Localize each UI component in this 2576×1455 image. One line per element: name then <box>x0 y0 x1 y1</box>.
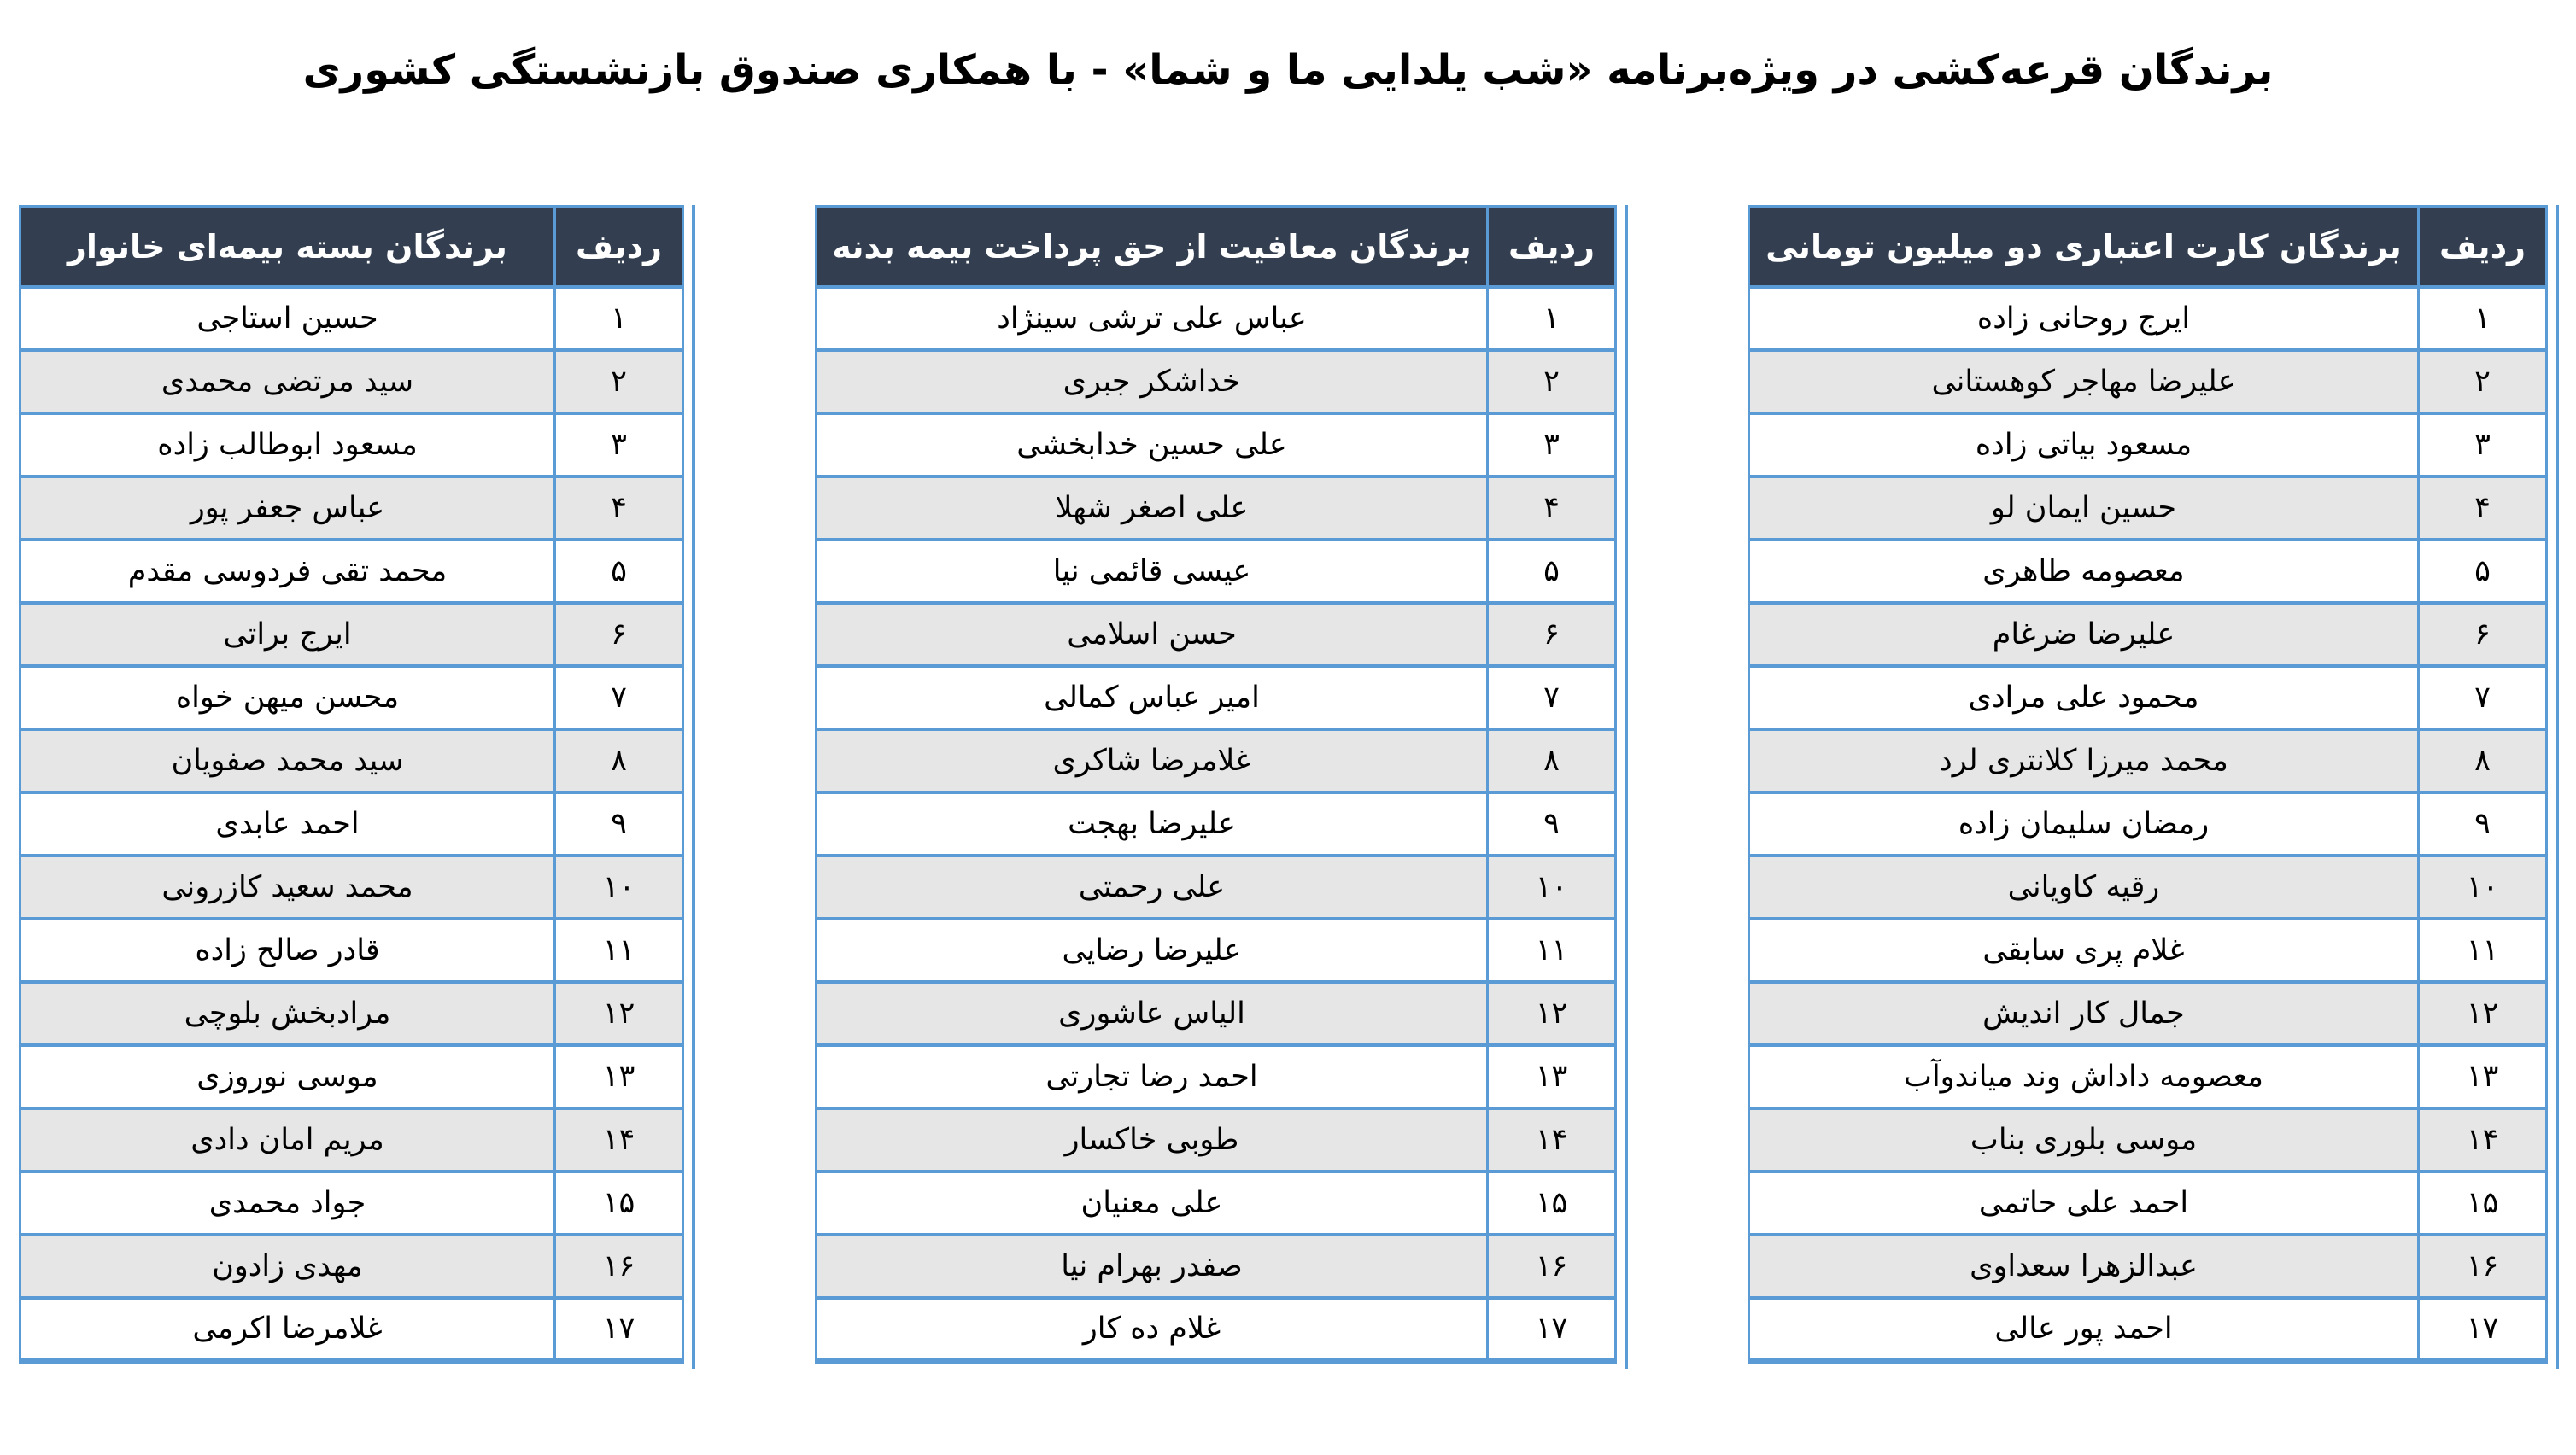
row-number-cell: ۱۲ <box>555 982 683 1045</box>
winners-table-family-insurance-package <box>19 205 684 1364</box>
row-number-cell: ۳ <box>2419 413 2547 476</box>
row-number-cell: ۱۷ <box>2419 1298 2547 1361</box>
winner-name-cell: ایرج براتی <box>20 603 555 666</box>
winner-name-cell: طوبی خاکسار <box>817 1108 1488 1172</box>
table-row <box>20 1172 683 1235</box>
row-number-cell: ۱۰ <box>1488 856 1616 919</box>
table-row <box>1749 856 2547 919</box>
winner-name-cell: احمد عابدی <box>20 792 555 856</box>
table-row <box>817 982 1616 1045</box>
table-row <box>817 792 1616 856</box>
winner-name-cell: مهدی زادون <box>20 1235 555 1298</box>
row-number-cell: ۵ <box>2419 540 2547 603</box>
winner-name-cell: غلام پری سابقی <box>1749 919 2419 982</box>
tables-row <box>0 205 2576 1369</box>
table-row <box>20 1298 683 1361</box>
winner-name-cell: علی رحمتی <box>817 856 1488 919</box>
row-number-cell: ۱۱ <box>555 919 683 982</box>
winner-name-cell: علیرضا رضایی <box>817 919 1488 982</box>
winner-name-cell: محمد میرزا کلانتری لرد <box>1749 729 2419 792</box>
winner-name-cell: غلام ده کار <box>817 1298 1488 1361</box>
winner-name-cell: مسعود بیاتی زاده <box>1749 413 2419 476</box>
table-row <box>20 1108 683 1172</box>
table-row <box>1749 919 2547 982</box>
table-row <box>817 729 1616 792</box>
table-row <box>20 729 683 792</box>
winner-name-cell: موسی بلوری بناب <box>1749 1108 2419 1172</box>
winner-name-cell: حسن اسلامی <box>817 603 1488 666</box>
table-row <box>817 1045 1616 1108</box>
table-row <box>20 919 683 982</box>
table-row <box>817 856 1616 919</box>
column-header-row-number: ردیف <box>2419 207 2547 287</box>
table-row <box>1749 476 2547 540</box>
table-row <box>1749 350 2547 413</box>
winner-name-cell: جواد محمدی <box>20 1172 555 1235</box>
table-row <box>20 603 683 666</box>
table-family-insurance-package-winners <box>19 205 695 1369</box>
winner-name-cell: احمد پور عالی <box>1749 1298 2419 1361</box>
table-row <box>20 476 683 540</box>
table-row <box>1749 1298 2547 1361</box>
table-row <box>20 856 683 919</box>
row-number-cell: ۸ <box>2419 729 2547 792</box>
table-row <box>817 1235 1616 1298</box>
winner-name-cell: موسی نوروزی <box>20 1045 555 1108</box>
winner-name-cell: غلامرضا اکرمی <box>20 1298 555 1361</box>
row-number-cell: ۹ <box>2419 792 2547 856</box>
winner-name-cell: احمد رضا تجارتی <box>817 1045 1488 1108</box>
table-row <box>817 1298 1616 1361</box>
row-number-cell: ۱۰ <box>2419 856 2547 919</box>
table-row <box>20 540 683 603</box>
row-number-cell: ۵ <box>1488 540 1616 603</box>
table-row <box>20 350 683 413</box>
table-row <box>1749 1172 2547 1235</box>
winner-name-cell: احمد علی حاتمی <box>1749 1172 2419 1235</box>
column-header-prize: برندگان معافیت از حق پرداخت بیمه بدنه <box>817 207 1488 287</box>
row-number-cell: ۱۵ <box>555 1172 683 1235</box>
row-number-cell: ۶ <box>2419 603 2547 666</box>
row-number-cell: ۲ <box>1488 350 1616 413</box>
row-number-cell: ۵ <box>555 540 683 603</box>
table-header-row <box>20 207 683 287</box>
table-row <box>817 603 1616 666</box>
row-number-cell: ۱۳ <box>2419 1045 2547 1108</box>
row-number-cell: ۱۲ <box>2419 982 2547 1045</box>
column-header-prize: برندگان کارت اعتباری دو میلیون تومانی <box>1749 207 2419 287</box>
row-number-cell: ۷ <box>2419 666 2547 729</box>
row-number-cell: ۱ <box>1488 287 1616 350</box>
row-number-cell: ۸ <box>555 729 683 792</box>
table-row <box>20 413 683 476</box>
table-row <box>1749 729 2547 792</box>
row-number-cell: ۱۶ <box>2419 1235 2547 1298</box>
row-number-cell: ۶ <box>1488 603 1616 666</box>
table-body <box>20 287 683 1361</box>
winner-name-cell: سید مرتضی محمدی <box>20 350 555 413</box>
table-row <box>1749 603 2547 666</box>
column-header-row-number: ردیف <box>555 207 683 287</box>
table-row <box>1749 666 2547 729</box>
table-row <box>20 792 683 856</box>
winner-name-cell: حسین استاجی <box>20 287 555 350</box>
table-row <box>817 287 1616 350</box>
table-header-row <box>817 207 1616 287</box>
row-number-cell: ۳ <box>1488 413 1616 476</box>
table-row <box>20 982 683 1045</box>
winner-name-cell: علیرضا ضرغام <box>1749 603 2419 666</box>
table-row <box>817 666 1616 729</box>
winner-name-cell: جمال کار اندیش <box>1749 982 2419 1045</box>
table-row <box>20 1045 683 1108</box>
table-row <box>1749 1235 2547 1298</box>
table-row <box>1749 1108 2547 1172</box>
winner-name-cell: محمد سعید کازرونی <box>20 856 555 919</box>
row-number-cell: ۱ <box>555 287 683 350</box>
winner-name-cell: عباس علی ترشی سینژاد <box>817 287 1488 350</box>
table-header-row <box>1749 207 2547 287</box>
winner-name-cell: عیسی قائمی نیا <box>817 540 1488 603</box>
row-number-cell: ۱۱ <box>1488 919 1616 982</box>
row-number-cell: ۲ <box>555 350 683 413</box>
row-number-cell: ۱۵ <box>1488 1172 1616 1235</box>
row-number-cell: ۶ <box>555 603 683 666</box>
page-title: برندگان قرعه‌کشی در ویژه‌برنامه «شب یلدایی ما و شما» - با همکاری صندوق بازنشستگی کشوری <box>302 46 2274 94</box>
winners-table-insurance-exemption <box>815 205 1617 1364</box>
row-number-cell: ۱۵ <box>2419 1172 2547 1235</box>
winner-name-cell: مسعود ابوطالب زاده <box>20 413 555 476</box>
table-row <box>817 1108 1616 1172</box>
winner-name-cell: عباس جعفر پور <box>20 476 555 540</box>
row-number-cell: ۱۶ <box>1488 1235 1616 1298</box>
winner-name-cell: رمضان سلیمان زاده <box>1749 792 2419 856</box>
row-number-cell: ۳ <box>555 413 683 476</box>
row-number-cell: ۱۷ <box>555 1298 683 1361</box>
winner-name-cell: قادر صالح زاده <box>20 919 555 982</box>
row-number-cell: ۱ <box>2419 287 2547 350</box>
row-number-cell: ۱۲ <box>1488 982 1616 1045</box>
winner-name-cell: علیرضا مهاجر کوهستانی <box>1749 350 2419 413</box>
table-body <box>1749 287 2547 1361</box>
table-row <box>20 1235 683 1298</box>
winner-name-cell: رقیه کاویانی <box>1749 856 2419 919</box>
winner-name-cell: غلامرضا شاکری <box>817 729 1488 792</box>
winner-name-cell: علی حسین خدابخشی <box>817 413 1488 476</box>
row-number-cell: ۲ <box>2419 350 2547 413</box>
document-page <box>0 44 2576 1455</box>
row-number-cell: ۱۳ <box>1488 1045 1616 1108</box>
column-header-row-number: ردیف <box>1488 207 1616 287</box>
column-header-prize: برندگان بسته بیمه‌ای خانوار <box>20 207 555 287</box>
table-row <box>1749 287 2547 350</box>
winner-name-cell: محمود علی مرادی <box>1749 666 2419 729</box>
winner-name-cell: حسین ایمان لو <box>1749 476 2419 540</box>
table-row <box>817 350 1616 413</box>
row-number-cell: ۱۶ <box>555 1235 683 1298</box>
row-number-cell: ۴ <box>2419 476 2547 540</box>
table-row <box>817 476 1616 540</box>
winner-name-cell: علی اصغر شهلا <box>817 476 1488 540</box>
row-number-cell: ۴ <box>555 476 683 540</box>
winner-name-cell: علی معنیان <box>817 1172 1488 1235</box>
table-body <box>817 287 1616 1361</box>
table-insurance-exemption-winners <box>815 205 1628 1369</box>
winner-name-cell: صفدر بهرام نیا <box>817 1235 1488 1298</box>
table-row <box>817 919 1616 982</box>
winner-name-cell: معصومه داداش وند میاندوآب <box>1749 1045 2419 1108</box>
winner-name-cell: عبدالزهرا سعداوی <box>1749 1235 2419 1298</box>
winner-name-cell: محمد تقی فردوسی مقدم <box>20 540 555 603</box>
winner-name-cell: محسن میهن خواه <box>20 666 555 729</box>
table-row <box>1749 792 2547 856</box>
row-number-cell: ۷ <box>1488 666 1616 729</box>
row-number-cell: ۱۴ <box>2419 1108 2547 1172</box>
row-number-cell: ۴ <box>1488 476 1616 540</box>
winner-name-cell: ایرج روحانی زاده <box>1749 287 2419 350</box>
row-number-cell: ۱۴ <box>555 1108 683 1172</box>
row-number-cell: ۱۴ <box>1488 1108 1616 1172</box>
table-row <box>20 666 683 729</box>
row-number-cell: ۱۱ <box>2419 919 2547 982</box>
winner-name-cell: مریم امان دادی <box>20 1108 555 1172</box>
row-number-cell: ۱۷ <box>1488 1298 1616 1361</box>
row-number-cell: ۱۰ <box>555 856 683 919</box>
winner-name-cell: سید محمد صفویان <box>20 729 555 792</box>
table-row <box>817 540 1616 603</box>
table-row <box>20 287 683 350</box>
row-number-cell: ۸ <box>1488 729 1616 792</box>
winner-name-cell: مرادبخش بلوچی <box>20 982 555 1045</box>
row-number-cell: ۱۳ <box>555 1045 683 1108</box>
winner-name-cell: الیاس عاشوری <box>817 982 1488 1045</box>
table-row <box>1749 1045 2547 1108</box>
winner-name-cell: معصومه طاهری <box>1749 540 2419 603</box>
winners-table-credit-card <box>1748 205 2548 1364</box>
table-row <box>1749 982 2547 1045</box>
table-row <box>817 413 1616 476</box>
winner-name-cell: علیرضا بهجت <box>817 792 1488 856</box>
table-row <box>817 1172 1616 1235</box>
winner-name-cell: امیر عباس کمالی <box>817 666 1488 729</box>
row-number-cell: ۹ <box>1488 792 1616 856</box>
table-row <box>1749 540 2547 603</box>
row-number-cell: ۹ <box>555 792 683 856</box>
winner-name-cell: خداشکر جبری <box>817 350 1488 413</box>
table-credit-card-winners <box>1748 205 2559 1369</box>
row-number-cell: ۷ <box>555 666 683 729</box>
table-row <box>1749 413 2547 476</box>
